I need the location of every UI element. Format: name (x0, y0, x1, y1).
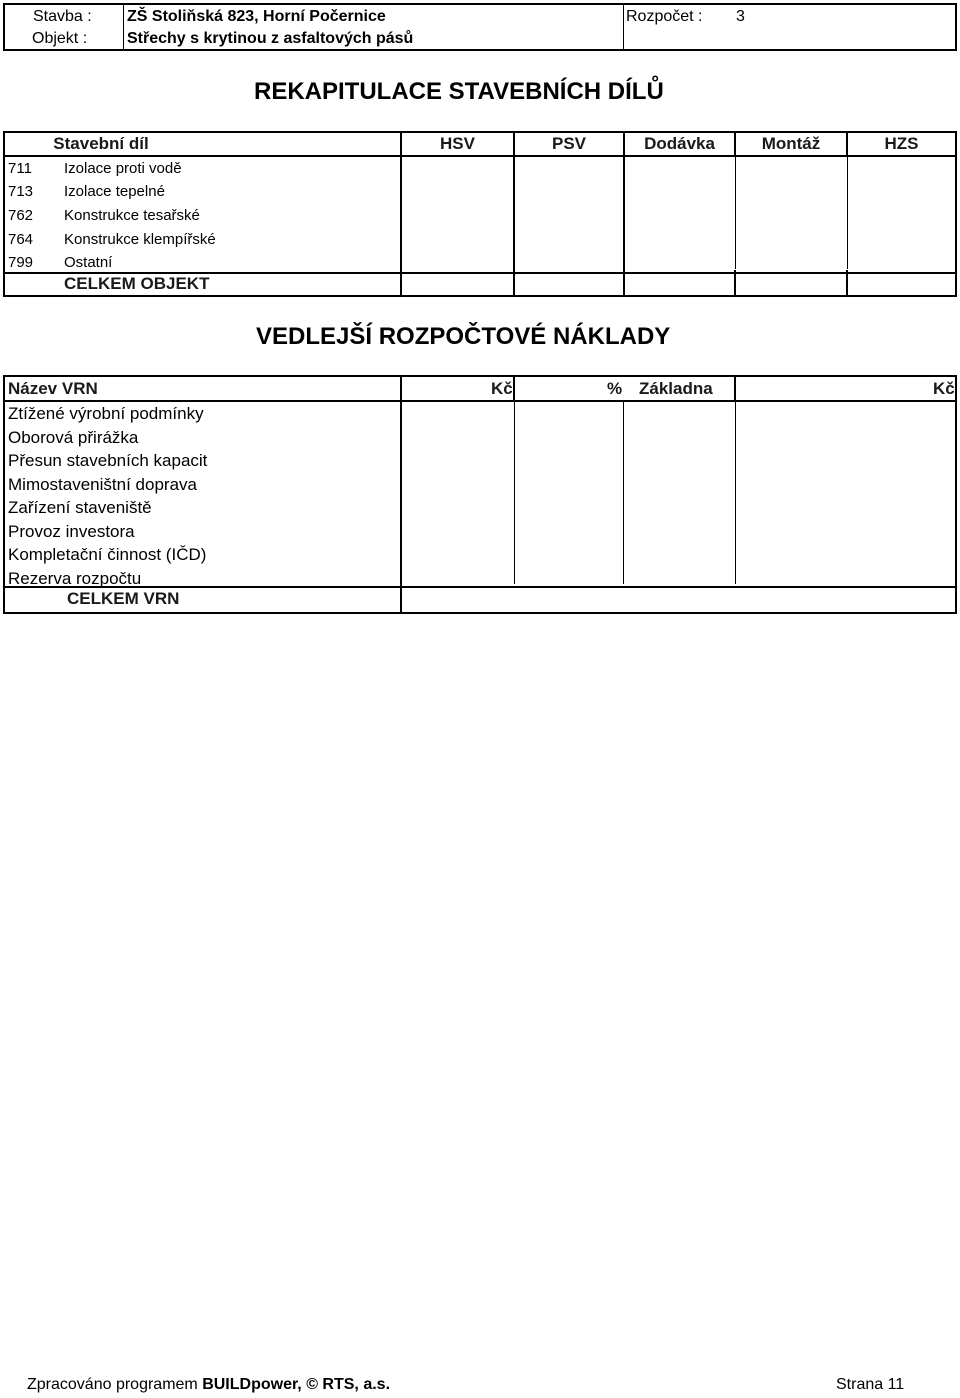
col-header-hsv: HSV (440, 134, 475, 153)
row-name: Izolace proti vodě (64, 160, 182, 177)
vrn-total-label: CELKEM VRN (67, 589, 180, 608)
row-name: Konstrukce klempířské (64, 231, 216, 248)
vrn-item: Oborová přirážka (8, 428, 139, 447)
vrn-item: Zařízení staveniště (8, 498, 152, 517)
vrn-table (3, 375, 957, 614)
page-number: Strana 11 (836, 1376, 905, 1393)
vrn-item: Provoz investora (8, 522, 135, 541)
col-header-zakladna: Základna (639, 379, 713, 398)
row-name: Izolace tepelné (64, 183, 165, 200)
column-divider (847, 155, 848, 269)
header-divider (123, 5, 124, 49)
col-header-percent: % (607, 379, 623, 398)
objekt-value: Střechy s krytinou z asfaltových pásů (127, 30, 414, 47)
row-code: 711 (8, 160, 32, 177)
column-divider (734, 377, 736, 400)
rozpocet-value: 3 (736, 8, 745, 25)
column-divider (514, 400, 515, 584)
header-divider (623, 5, 624, 49)
col-header-kc: Kč (491, 379, 513, 398)
vrn-item: Kompletační činnost (IČD) (8, 545, 207, 564)
footer-brand: BUILDpower, © RTS, a.s. (202, 1376, 391, 1393)
row-code: 713 (8, 183, 34, 200)
col-header-hzs: HZS (884, 134, 919, 153)
objekt-label: Objekt : (32, 30, 88, 47)
recap-table (3, 131, 957, 297)
row-code: 762 (8, 207, 34, 224)
col-header-nazev-vrn: Název VRN (8, 379, 98, 398)
footer-prefix: Zpracováno programem (27, 1376, 203, 1393)
stavba-value: ZŠ Stoliňská 823, Horní Počernice (127, 8, 386, 25)
column-divider (513, 377, 515, 400)
col-header-kc-total: Kč (933, 379, 955, 398)
recap-total-label: CELKEM OBJEKT (64, 274, 210, 293)
rozpocet-label: Rozpočet : (626, 8, 703, 25)
col-header-stavebni-dil: Stavební díl (53, 134, 149, 153)
footer-credit (27, 1376, 390, 1394)
recap-title: REKAPITULACE STAVEBNÍCH DÍLŮ (254, 78, 664, 105)
col-header-psv: PSV (551, 134, 587, 153)
row-name: Konstrukce tesařské (64, 207, 200, 224)
row-code: 764 (8, 231, 34, 248)
column-divider (623, 133, 625, 295)
header-box (3, 3, 957, 51)
row-name: Ostatní (64, 254, 113, 271)
column-divider (623, 400, 624, 584)
row-code: 799 (8, 254, 34, 271)
column-divider (735, 155, 736, 269)
vrn-header-row (5, 377, 955, 402)
vrn-item: Ztížené výrobní podmínky (8, 404, 204, 423)
column-divider (400, 377, 402, 612)
column-divider (735, 400, 736, 584)
vrn-item: Mimostaveništní doprava (8, 475, 197, 494)
vrn-item: Rezerva rozpočtu (8, 569, 142, 588)
stavba-label: Stavba : (33, 8, 92, 25)
vrn-title: VEDLEJŠÍ ROZPOČTOVÉ NÁKLADY (256, 323, 671, 350)
col-header-montaz: Montáž (761, 134, 821, 153)
column-divider (400, 133, 402, 295)
vrn-item: Přesun stavebních kapacit (8, 451, 208, 470)
column-divider (513, 133, 515, 295)
col-header-dodavka: Dodávka (644, 134, 715, 153)
